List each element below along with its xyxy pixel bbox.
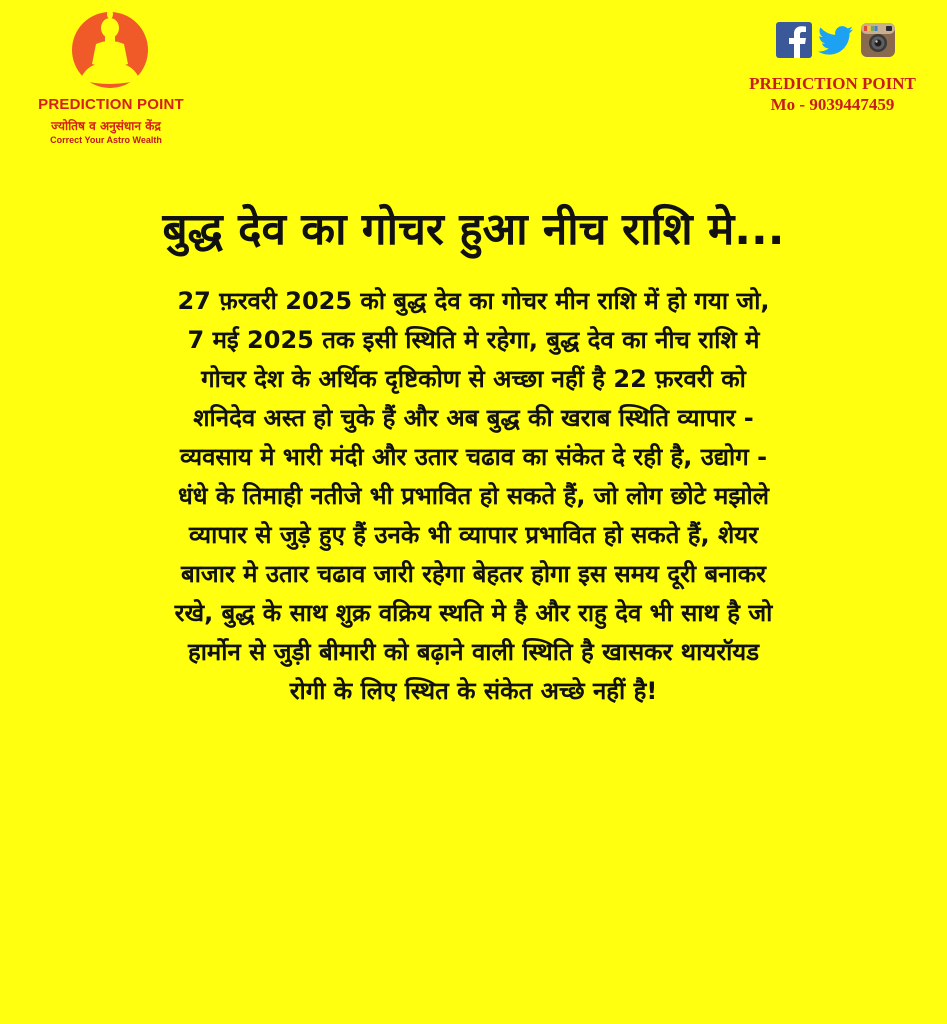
social-links bbox=[776, 22, 896, 58]
contact-name: PREDICTION POINT bbox=[749, 74, 916, 93]
brand-tagline: Correct Your Astro Wealth bbox=[50, 135, 162, 145]
buddha-silhouette-icon bbox=[72, 8, 148, 96]
brand-logo bbox=[26, 8, 196, 148]
brand-name: PREDICTION POINT bbox=[38, 96, 184, 113]
brand-subtitle: ज्योतिष व अनुसंधान केंद्र bbox=[51, 119, 161, 133]
instagram-icon[interactable] bbox=[860, 22, 896, 58]
facebook-icon[interactable] bbox=[776, 22, 812, 58]
article-body: 27 फ़रवरी 2025 को बुद्ध देव का गोचर मीन राशि में हो गया जो, 7 मई 2025 तक इसी स्थिति मे रहेगा, बुद्ध देव का नीच राशि मे गोचर देश के अर्थिक दृष्टिकोण से अच्छा नहीं है 22 फ़रवरी को शनिदेव अस्त हो चुके हैं और अब बुद्ध की खराब स्थिति व्यापार - व्यवसाय मे भारी मंदी और उतार चढाव का संकेत दे रही है, उद्योग - धंधे के तिमाही नतीजे भी प्रभावित हो सकते हैं, जो लोग छोटे मझोले व्यापार से जुड़े हुए हैं उनके भी व्यापार प्रभावित हो सकते हैं, शेयर बाजार मे उतार चढाव जारी रहेगा बेहतर होगा इस समय दूरी बनाकर रखे, बुद्ध के साथ शुक्र वक्रिय स्थति मे है और राहु देव भी साथ है जो हार्मोन से जुड़ी बीमारी को बढ़ाने वाली स्थिति है खासकर थायरॉयड रोगी के लिए स्थित के संकेत अच्छे नहीं है! bbox=[174, 287, 773, 705]
contact-info bbox=[730, 74, 935, 116]
page-title: बुद्ध देव का गोचर हुआ नीच राशि मे... bbox=[162, 204, 785, 255]
twitter-icon[interactable] bbox=[818, 22, 854, 58]
contact-phone[interactable]: Mo - 9039447459 bbox=[770, 95, 895, 114]
